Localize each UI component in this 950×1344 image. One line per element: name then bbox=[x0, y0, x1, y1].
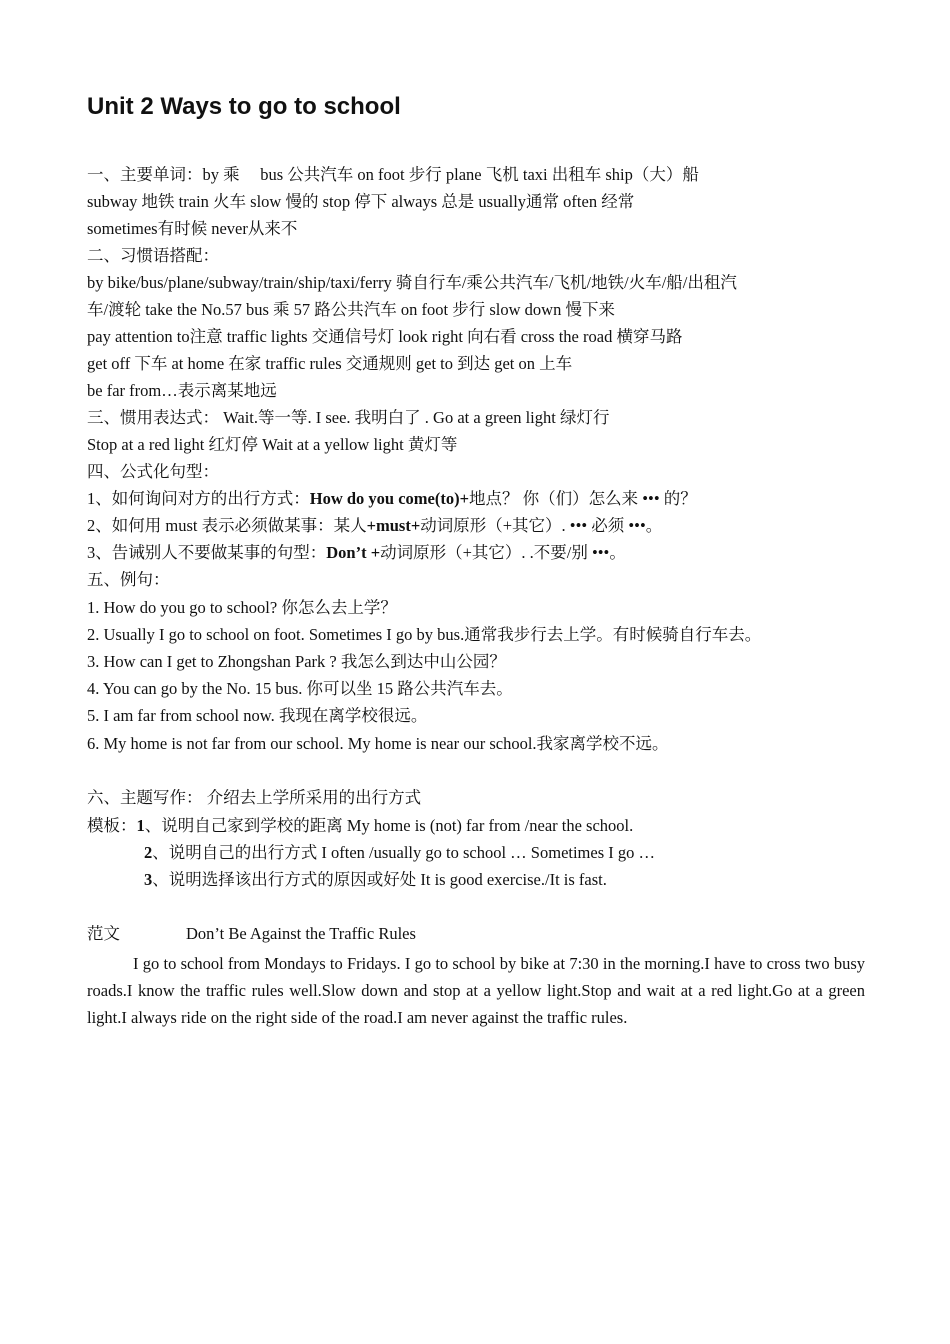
template-2 bbox=[144, 842, 655, 864]
phrases-line-2: 车/渡轮 take the No.57 bus 乘 57 路公共汽车 on foot 步行 slow down 慢下来 bbox=[87, 300, 615, 319]
vocab-text-1: by 乘 bus 公共汽车 on foot 步行 plane 飞机 taxi 出租车 ship（大）船 bbox=[202, 165, 699, 184]
template-1-number: 1 bbox=[136, 816, 145, 835]
essay-title: Don’t Be Against the Traffic Rules bbox=[186, 924, 416, 943]
essay-body: I go to school from Mondays to Fridays. I go to school by bike at 7:30 in the morning.I have to cross two busy roads.I know the traffic rules well.Slow down and stop at a yellow light.Stop and wait at a red light.Go at a green light.I always ride on the right side of the road.I am never against the traffic rules. bbox=[87, 954, 865, 1028]
example-1: 1. How do you go to school? 你怎么去上学？ bbox=[87, 598, 397, 617]
expressions-line-1: 三、惯用表达式： Wait.等一等. I see. 我明白了 . Go at a green light 绿灯行 bbox=[87, 408, 610, 427]
pattern-2 bbox=[87, 515, 662, 537]
template-3 bbox=[144, 869, 607, 891]
pattern-2-meaning: 动词原形（+其它）. ••• 必须 •••。 bbox=[420, 516, 663, 535]
pattern-1-formula: How do you come(to)+ bbox=[309, 489, 470, 508]
phrases-line-4: get off 下车 at home 在家 traffic rules 交通规则 get to 到达 get on 上车 bbox=[87, 354, 573, 373]
example-3: 3. How can I get to Zhongshan Park ? 我怎么到达中山公园？ bbox=[87, 652, 506, 671]
pattern-2-formula: +must+ bbox=[366, 516, 421, 535]
phrases-line-1: by bike/bus/plane/subway/train/ship/taxi/ferry 骑自行车/乘公共汽车/飞机/地铁/火车/船/出租汽 bbox=[87, 273, 737, 292]
examples-heading: 五、例句： bbox=[87, 570, 170, 589]
example-5: 5. I am far from school now. 我现在离学校很远。 bbox=[87, 706, 428, 725]
template-3-text: 、说明选择该出行方式的原因或好处 It is good exercise./It is fast. bbox=[152, 870, 607, 889]
phrases-heading: 二、习惯语搭配： bbox=[87, 246, 219, 265]
vocab-line-1 bbox=[87, 164, 699, 186]
pattern-2-intro: 2、如何用 must 表示必须做某事：某人 bbox=[87, 516, 367, 535]
phrases-line-5: be far from…表示离某地远 bbox=[87, 381, 277, 400]
example-6: 6. My home is not far from our school. My home is near our school.我家离学校不远。 bbox=[87, 734, 669, 753]
pattern-3-intro: 3、告诫别人不要做某事的句型： bbox=[87, 543, 327, 562]
expressions-line-2: Stop at a red light 红灯停 Wait at a yellow light 黄灯等 bbox=[87, 435, 458, 454]
pattern-3 bbox=[87, 542, 626, 564]
template-2-text: 、说明自己的出行方式 I often /usually go to school … Sometimes I go … bbox=[152, 843, 656, 862]
writing-heading: 六、主题写作： 介绍去上学所采用的出行方式 bbox=[87, 788, 422, 807]
vocab-line-2: subway 地铁 train 火车 slow 慢的 stop 停下 always 总是 usually通常 often 经常 bbox=[87, 192, 635, 211]
template-1 bbox=[87, 815, 633, 837]
page-title: Unit 2 Ways to go to school bbox=[87, 93, 401, 120]
pattern-1-meaning: 地点？ 你（们）怎么来 ••• 的？ bbox=[469, 489, 697, 508]
template-1-text: 、说明自己家到学校的距离 My home is (not) far from /near the school. bbox=[144, 816, 634, 835]
pattern-3-formula: Don’t + bbox=[326, 543, 381, 562]
vocab-line-3: sometimes有时候 never从来不 bbox=[87, 219, 298, 238]
pattern-1 bbox=[87, 488, 697, 510]
example-2: 2. Usually I go to school on foot. Sometimes I go by bus.通常我步行去上学。有时候骑自行车去。 bbox=[87, 625, 762, 644]
essay-label: 范文 bbox=[87, 924, 120, 943]
phrases-line-3: pay attention to注意 traffic lights 交通信号灯 look right 向右看 cross the road 横穿马路 bbox=[87, 327, 683, 346]
template-label: 模板： bbox=[87, 816, 137, 835]
pattern-1-intro: 1、如何询问对方的出行方式： bbox=[87, 489, 310, 508]
vocab-heading: 一、主要单词： bbox=[87, 165, 203, 184]
essay-header bbox=[87, 923, 416, 945]
patterns-heading: 四、公式化句型： bbox=[87, 462, 219, 481]
example-4: 4. You can go by the No. 15 bus. 你可以坐 15 路公共汽车去。 bbox=[87, 679, 513, 698]
template-3-number: 3 bbox=[144, 870, 153, 889]
pattern-3-meaning: 动词原形（+其它）. .不要/别 •••。 bbox=[380, 543, 626, 562]
template-2-number: 2 bbox=[144, 843, 153, 862]
